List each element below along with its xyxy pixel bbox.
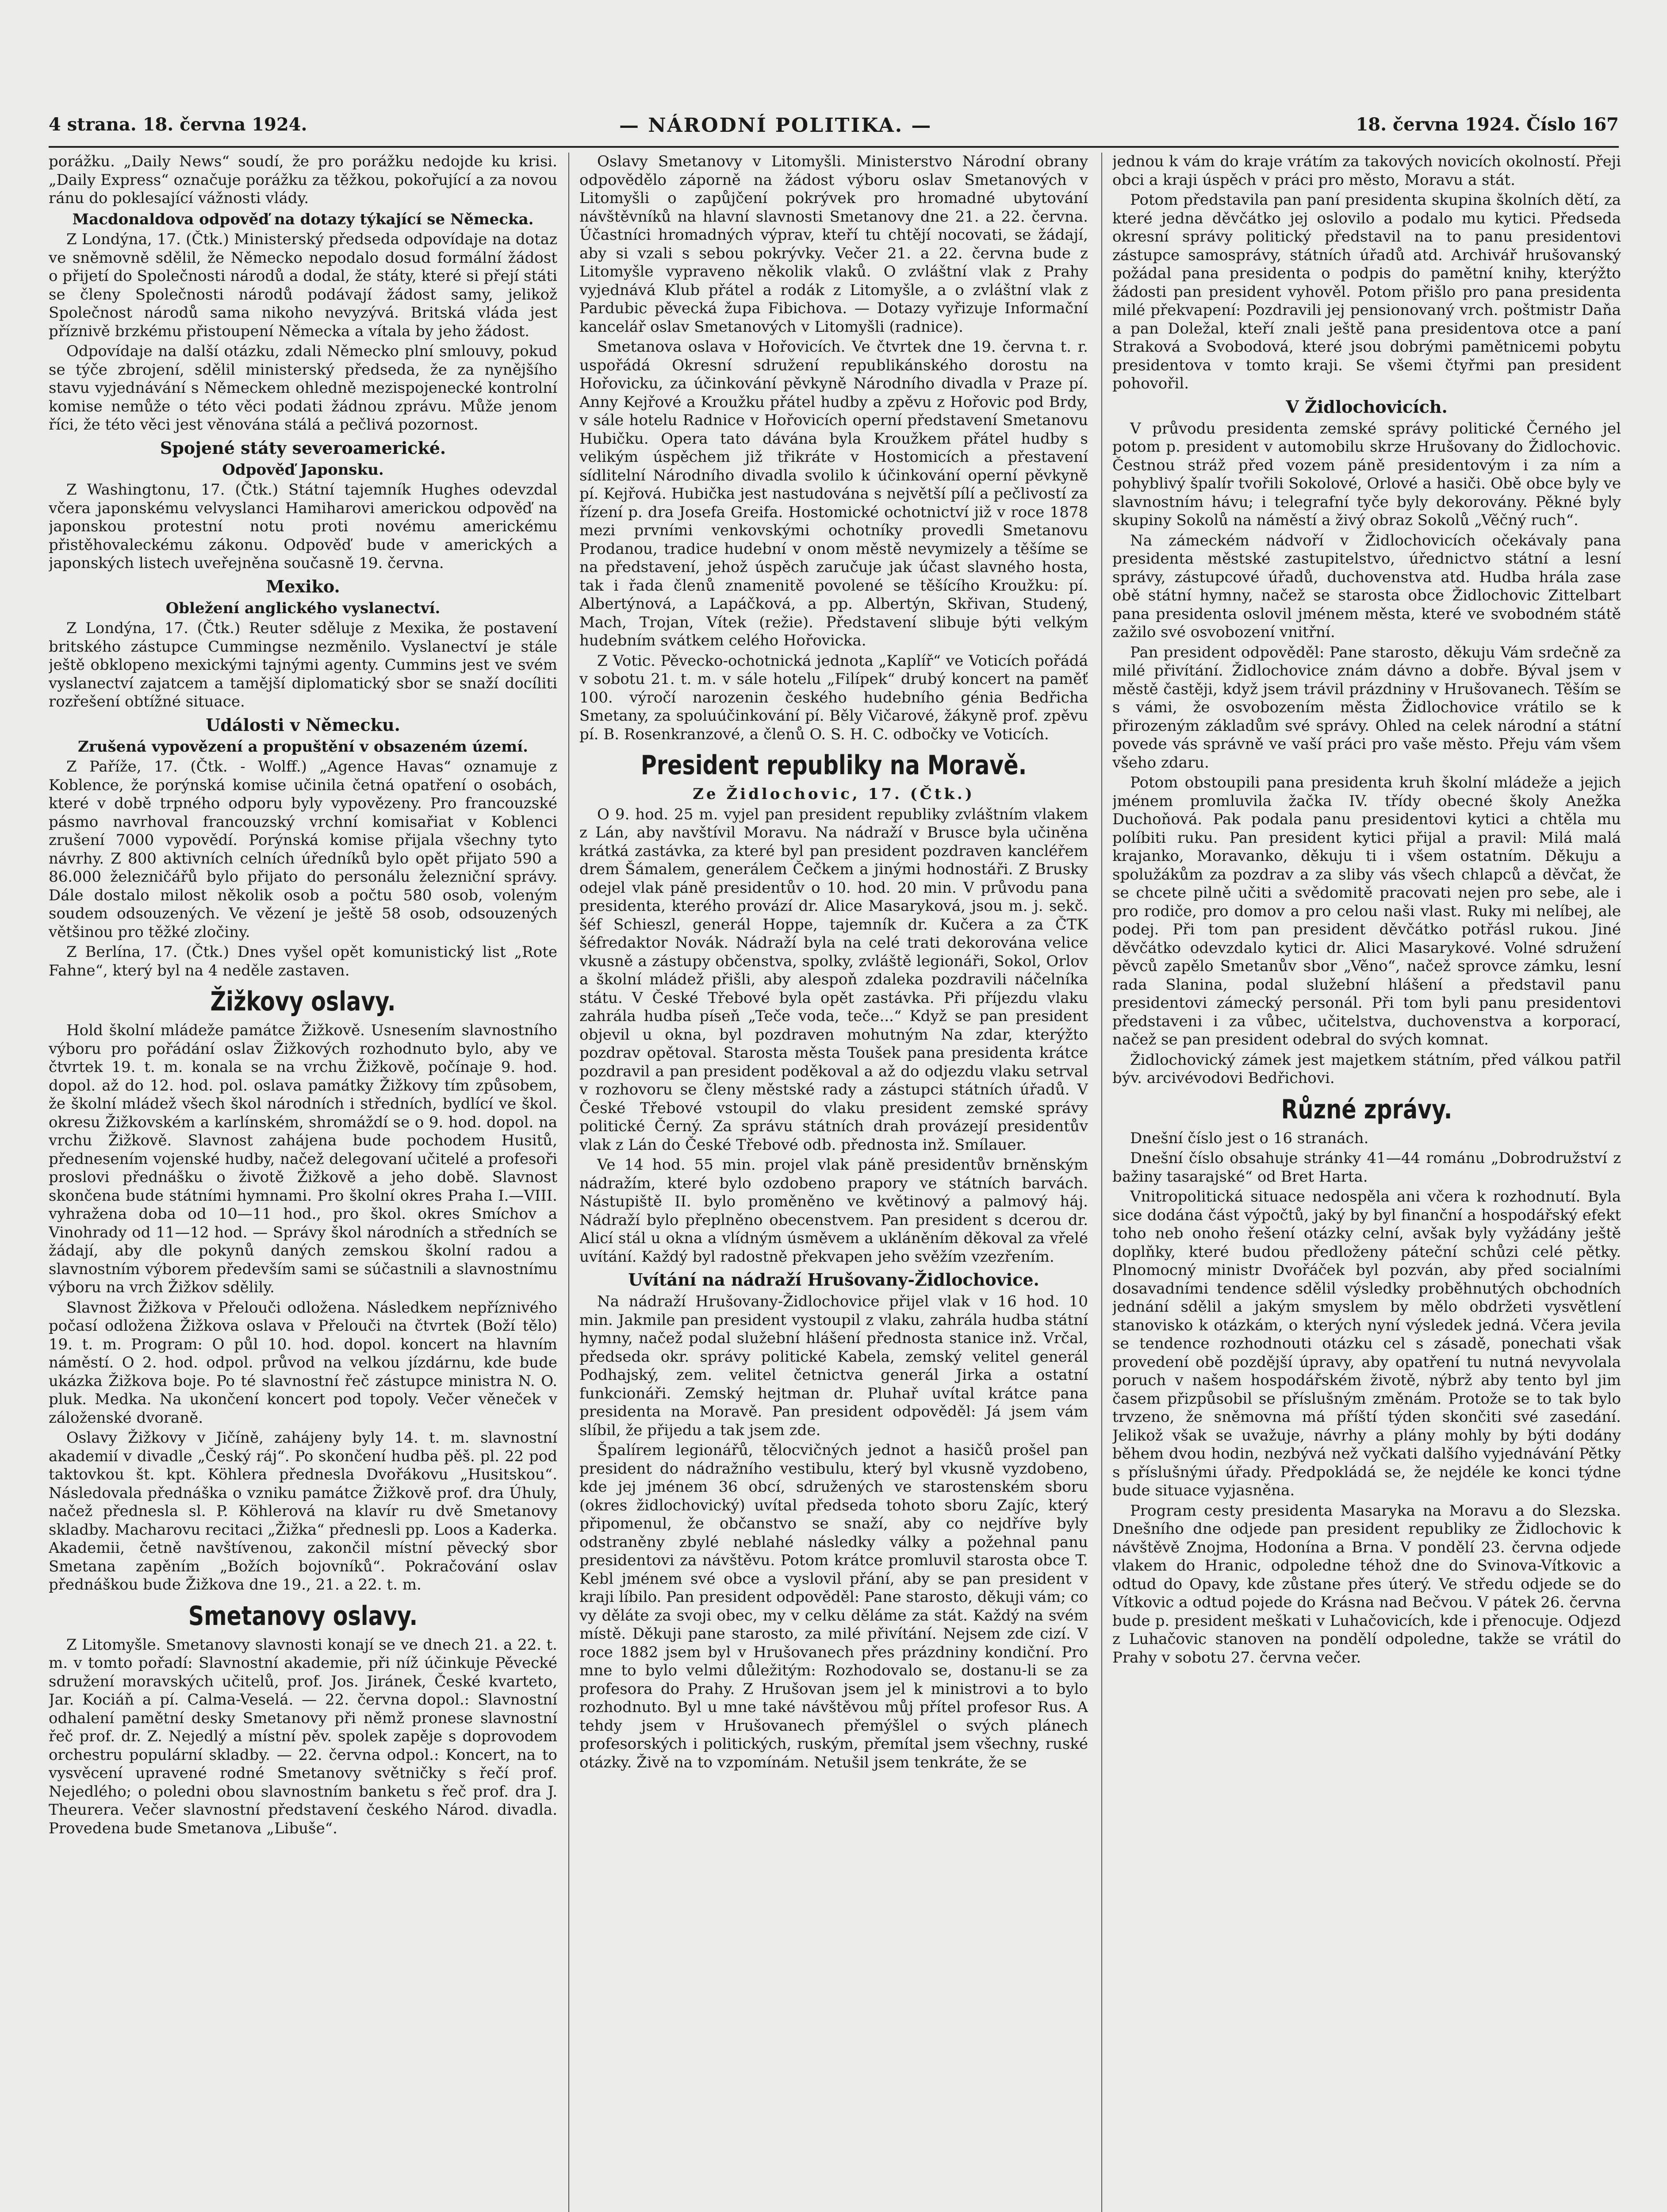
article-text: Židlochovický zámek jest majetkem státním, před válkou patřil býv. arcivévodovi Bedřichovi. [1112,1051,1621,1087]
article-heading: Zrušená vypovězení a propuštění v obsazeném území. [78,737,528,756]
article-text: Z Londýna, 17. (Čtk.) Ministerský předseda odpovídaje na dotaz ve sněmovně sdělil, že Německo nepodalo dosud formální žádost o přijetí do Společnosti národů a dodal, že státy, které si přejí státi se členy Společnosti národů podávají žádost samy, jelikož Společnost národů sama nikoho nevyzývá. Britská vláda jest příznivě brzkému přistoupení Německa a vítala by jeho žádost. [49,230,557,340]
page-number-date: 4 strana. 18. června 1924. [49,114,307,135]
section-heading: Spojené státy severoamerické. [160,438,446,458]
section-heading: V Židlochovicích. [1286,396,1448,417]
article-heading: Odpověď Japonsku. [222,461,384,479]
article-text: Dnešní číslo obsahuje stránky 41—44 románu „Dobrodružství z bažiny tasarajské“ od Bret Harta. [1112,1149,1621,1186]
article-text: V průvodu presidenta zemské správy politické Černého jel potom p. president v automobilu skrze Hrušovany do Židlochovic. Čestnou stráž před vozem páně presidentovým i za ním a pohyblivý špalír tvořili Sokolové, Orlové a hasiči. Obě obce byly ve slavnostním hávu; i telegrafní tyče byly dekorovány. Pěkné byly skupiny Sokolů na náměstí a živý obraz Sokolů „Věčný ruch“. [1112,419,1621,529]
article-text: Hold školní mládeže památce Žižkově. Usnesením slavnostního výboru pro pořádání oslav Žižkových rozhodnuto bylo, aby ve čtvrtek 19. t. m. konala se na vrchu Žižkově, počínaje 9. hod. dopol. až do 12. hod. pol. oslava památky Žižkovy tím způsobem, že školní mládež všech škol národních i středních, bydlící ve škol. okresu Žižkovském a karlínském, shromáždí se o 9. hod. dopol. na vrchu Žižkově. Slavnost zahájena bude pochodem Husitů, přednesením vojenské hudby, načež delegovaní učitelé a profesoři proslovi přednášku o životě Žižkově a jeho době. Slavnost skončena bude státními hymnami. Pro školní okres Praha I.—VIII. vyhražena doba od 10—11 hod., pro škol. okres Smíchov a Vinohrady od 11—12 hod. — Správy škol národních a středních se žádají, aby dle pokynů daných zemskou školní radou a slavnostním výborem především sami se súčastnili a slavnostnímu výboru na vrch Žižkov sdělily. [49,1022,557,1296]
section-heading: Uvítání na nádraží Hrušovany-Židlochovice. [628,1270,1039,1290]
article-text: Pan president odpověděl: Pane starosto, děkuju Vám srdečně za milé přivítání. Židlochovice znám dávno a dobře. Býval jsem v městě častěji, když jsem trávil prázdniny v Hrušovanech. Těším se s vámi, že osvobozením města Židlochovice vrátilo se k přirozeným základům své správy. Ohled na celek národní a státní povede vás správně ve vaší práci pro vaše město. Přeju vám všem všeho zdaru. [1112,643,1621,772]
article-heading: Macdonaldova odpověď na dotazy týkající se Německa. [72,210,534,228]
page-header [49,114,1619,150]
article-heading: Obležení anglického vyslanectví. [165,599,441,617]
article-text: Oslavy Smetanovy v Litomyšli. Ministerstvo Národní obrany odpovědělo záporně na žádost výboru oslav Smetanových v Litomyšli o zapůjčení pokrývek pro hromadné ubytování návštěvníků na hlavní slavnosti Smetanovy dne 21. a 22. června. Účastníci hromadných výprav, kteří tu chtějí nocovati, se žádají, aby si vzali s sebou pokrývky. Večer 21. a 22. června bude z Litomyšle vypraveno několik vlaků. O zvláštní vlak z Prahy vyjednává Klub přátel a rodák z Litomyšle, a o zvláštní vlak z Pardubic pěvecká župa Fibichova. — Dotazy vyřizuje Informační kancelář oslav Smetanových v Litomyšli (radnice). [579,153,1088,336]
column-divider [1101,153,1102,2212]
article-text: Odpovídaje na další otázku, zdali Německo plní smlouvy, pokud se týče zbrojení, sdělil ministerský předseda, že za nynějšího stavu vyjednávání s Německem ohledně mezispojenecké kontrolní komise nemůže o této věci podati žádnou zprávu. Může jenom říci, že této věci jest věnována stálá a pečlivá pozornost. [49,342,557,434]
article-text: Vnitropolitická situace nedospěla ani včera k rozhodnutí. Byla sice dodána část výpočtů, jaký by byl finanční a hospodářský efekt toho neb onoho řešení otázky celní, avšak byly vyžádány ještě doplňky, které budou předloženy páteční schůzi celé pětky. Plnomocný ministr Dvořáček byl pozván, aby před socialními dosavadními tendence sdělil výsledky proběhnutých obchodních jednání sdělil a jakým smyslem by mělo obdržeti vysvětlení stanovisko k otázkám, o kterých nyní výsledek jedná. Včera jevila se tendence rozhodnouti otázku cel s zásadě, ponechati však provedení obě pozdější úpravy, aby opatření tu nutná nevyvolala poruch v našem hospodářském životě, nýbrž aby tento byl jim časem přizpůsobil se příslušným změnám. Protože se to tak bylo trvzeno, že sněmovna má příští týden skončiti své zasedání. Jelikož však se uvažuje, návrhy a plány mohly by býti dodány během dvou hodin, nezbývá než vyčkati dalšího vyjednávání Pětky s příslušnými úřady. Předpokládá se, že nejdéle ke konci týdne bude situace vyjasněna. [1112,1188,1621,1499]
column-divider [568,153,569,2212]
article-text: Program cesty presidenta Masaryka na Moravu a do Slezska. Dnešního dne odjede pan president republiky ze Židlochovic k návštěvě Znojma, Hodonína a Brna. V pondělí 23. června odjede vlakem do Hranic, odpoledne téhož dne do Svinova-Vítkovic a odtud do Opavy, kde zůstane přes úterý. Ve středu odjede se do Vítkovic a odtud pojede do Krásna nad Bečvou. V pátek 26. června bude p. president meškati v Luhačovicích, kde i přenocuje. Odjezd z Luhačovic stanoven na pondělí odpoledne, takže se vrátil do Prahy v sobotu 27. června večer. [1112,1502,1621,1667]
newspaper-title: — NÁRODNÍ POLITIKA. — [619,114,932,137]
article-text: Z Litomyšle. Smetanovy slavnosti konají se ve dnech 21. a 22. t. m. v tomto pořadí: Slavnostní akademie, při níž účinkuje Pěvecké sdružení moravských učitelů, prof. Jos. Jiránek, České kvarteto, Jar. Kociáň a pí. Calma-Veselá. — 22. června dopol.: Slavnostní odhalení pamětní desky Smetanovy při němž pronese slavnostní řeč prof. dr. Z. Nejedlý a místní pěv. spolek zapěje s doprovodem orchestru populární skladby. — 22. června odpol.: Koncert, na to vysvěcení upravené rodné Smetanovy světničky s řečí prof. Nejedlého; o poledni obou slavnostním banketu s řeč prof. dra J. Theurera. Večer slavnostní představení českého Národ. divadla. Provedena bude Smetanova „Libuše“. [49,1636,557,1837]
article-text: Z Votic. Pěvecko-ochotnická jednota „Kaplíř“ ve Voticích pořádá v sobotu 21. t. m. v sále hotelu „Filípek“ drubý koncert na paměť 100. výročí narozenin českého hudebního génia Bedřicha Smetany, za spoluúčinkování pí. Běly Vičarové, žákyně prof. zpěvu pí. B. Rosenkranzové, a členů O. S. H. C. odbočky ve Voticích. [579,652,1088,743]
column-3 [1112,153,1621,2212]
article-text: Dnešní číslo jest o 16 stranách. [1130,1129,1369,1147]
column-2 [579,153,1088,2212]
header-rule [49,146,1619,148]
issue-date-number: 18. června 1924. Číslo 167 [1356,114,1619,135]
article-text: Z Paříže, 17. (Čtk. - Wolff.) „Agence Havas“ oznamuje z Koblence, že porýnská komise učinila četná opatření o osobách, které v době trpného odporu byly vypovězeny. Pro francouzské pásmo navrhoval francouzský vrchní komisařiat v Koblenci zrušení 7000 vypovědí. Porýnská komise přijala všechny tyto návrhy. Z 800 aktivních celních úředníků bylo opět přijato 590 a 86.000 železničářů bylo přijato do personálu železniční správy. Dále dostalo milost několik osob a počtu 580 osob, voleným soudem odsouzených. Ve vězení je ještě 58 osob, odsouzených většinou pro těžké zločiny. [49,758,557,941]
article-text: Na nádraží Hrušovany-Židlochovice přijel vlak v 16 hod. 10 min. Jakmile pan president vystoupil z vlaku, zahrála hudba státní hymny, načež podal služební hlášení přednosta stanice inž. Vrčal, předseda okr. správy politické Kabela, zemský velitel generál Podhajský, zem. velitel četnictva generál Jirka a ostatní funkcionáři. Zemský hejtman dr. Pluhař uvítal krátce pana presidenta na Moravě. Pan president odpověděl: Já jsem vám slíbil, že přijedu a tak jsem zde. [579,1293,1088,1439]
section-heading: President republiky na Moravě. [640,750,1027,781]
article-text: Z Londýna, 17. (Čtk.) Reuter sděluje z Mexika, že postavení britského zástupce Cummingse nezměnilo. Vyslanectví je stále ještě obklopeno mexickými tajnými agenty. Cummins jest ve svém vyslanectví zajatcem a tamější diplomatický sbor se snaží docíliti rozřešení obtížné situace. [49,619,557,710]
article-text: Slavnost Žižkova v Přelouči odložena. Následkem nepříznivého počasí odložena Žižkova oslava v Přelouči na čtvrtek (Boží tělo) 19. t. m. Program: O půl 10. hod. dopol. koncert na hlavním náměstí. O 2. hod. odpol. průvod na velkou jízdárnu, kde bude ukázka Žižkova boje. Po té slavnostní řeč zástupce ministra N. O. pluk. Medka. Na ukončení koncert pod topoly. Večer věneček v záloženské dvoraně. [49,1298,557,1427]
article-text: Ve 14 hod. 55 min. projel vlak páně presidentův brněnským nádražím, které bylo ozdobeno prapory ve státních barvách. Nástupiště II. bylo proměněno ve květinový a palmový háj. Nádraží bylo přeplněno obecenstvem. Pan president s dcerou dr. Alicí stál u okna a vlídným úsměvem a ukláněním děkoval za vřelé uvítání. Každý byl radostně překvapen jeho svěžím vzezřením. [579,1156,1088,1266]
article-text: Oslavy Žižkovy v Jičíně, zahájeny byly 14. t. m. slavnostní akademií v divadle „Český ráj“. Po skončení hudba pěš. pl. 22 pod taktovkou št. kpt. Köhlera přednesla Dvořákovu „Husitskou“. Následovala přednáška o vzniku památce Žižkově prof. dra Úhuly, načež přednesla sl. P. Köhlerová na klavír ru dvě Smetanovy skladby. Macharovu recitaci „Žižka“ přednesli pp. Loos a Kaderka. Akademii, četně navštívenou, zakončil místní pěvecký sbor Smetana zapěním „Božích bojovníků“. Pokračování oslav přednáškou bude Žižkova dne 19., 21. a 22. t. m. [49,1429,557,1594]
article-text: Smetanova oslava v Hořovicích. Ve čtvrtek dne 19. června t. r. uspořádá Okresní sdružení republikánského dorostu na Hořovicku, za účinkování pěvkyně Národního divadla v Praze pí. Anny Kejřové a Kroužku přátel hudby a zpěvu z Hořovic pod Brdy, v sále hotelu Radnice v Hořovicích operní představení Smetanovu Hubičku. Opera tato dávána byla Kroužkem přátel hudby s velikým úspěchem již třikráte v Hostomicích a přestavení sídlitelní Národního divadla svolilo k účinkování operní pěvkyně pí. Kejřová. Hubička jest nastudována s největší pílí a pečlivostí za řízení p. dra Josefa Greifa. Hostomické ochotnictví již v roce 1878 mezi prvními venkovskými ochotníky provedli Smetanovu Prodanou, tradice hudební v onom městě nevymizely a těšíme se na představení, jehož úspěch zaručuje jak účast slavného hosta, tak i řada členů znamenitě povolené se těšícího Kroužku: pí. Albertýnová, a Lapáčková, a pp. Albertýn, Skřivan, Studený, Mach, Trojan, Vítek (režie). Představení slibuje býti velkým hudebním svátkem celého Hořovicka. [579,338,1088,649]
section-heading: Smetanovy oslavy. [188,1600,418,1632]
article-text: jednou k vám do kraje vrátím za takových novicích okolností. Přeji obci a kraji úspěch v práci pro město, Moravu a stát. [1112,153,1621,189]
section-heading: Události v Německu. [206,714,400,735]
section-heading: Žižkovy oslavy. [210,986,396,1017]
section-heading: Mexiko. [266,576,340,596]
article-text: Špalírem legionářů, tělocvičných jednot a hasičů prošel pan president do nádražního vestibulu, který byl vkusně vyzdobeno, kde jej jménem 36 obcí, sdružených ve starostenském sboru (okres židlochovický) uvítal předseda tohoto sboru Zajíc, který připomenul, že občanstvo se snaží, aby co nejdříve byly odstraněny zbylé neblahé následky války a požehnal panu presidentovi za návštěvu. Potom krátce promluvil starosta obce T. Kebl jménem své obce a vyslovil přání, aby se pan president v kraji líbilo. Pan president odpověděl: Pane starosto, děkuji vám; co vy děláte za svoji obec, my v celku děláme za stát. Každý na svém místě. Děkuji pane starosto, za milé přivítání. Nejsem zde cizí. V roce 1882 jsem byl v Hrušovanech přes prázdniny kondiční. Pro mne to bylo velmi důležitým: Rozhodovalo se, dostanu-li se za profesora do Prahy. Z Hrušovan jsem jel k ministrovi a to bylo rozhodnuto. Byl u mne také návštěvou můj přítel profesor Rus. A tehdy jsem v Hrušovanech přemýšlel o svých plánech profesorských i politických, ruským, přemítal jsem všechny, ruské otázky. Živě na to vzpomínám. Netušil jsem tenkráte, že se [579,1441,1088,1771]
article-text: Potom obstoupili pana presidenta kruh školní mládeže a jejich jménem promluvila žačka IV. třídy obecné školy Anežka Duchoňová. Pak podala panu presidentovi kytici a chtěla mu políbiti ruku. Pan president kytici přijal a pravil: Milá malá krajanko, Moravanko, děkuju ti i všem ostatním. Děkuju a spolužákům za pozdrav a za sliby vás všech chlapců a děvčat, že se chcete pilně učiti a svědomitě pracovati nejen pro sebe, ale i pro rodiče, pro domov a pro celou naši vlast. Ruky mi nelíbej, ale podej. Při tom pan president děvčátko potřásl rukou. Jiné děvčátko odevzdalo kytici dr. Alici Masarykové. Volné sdružení pěvců zapělo Smetanův sbor „Věno“, načež sprovce zámku, lesní rada Slanina, podal služební hlášení a představil panu presidentovi zámecký personál. Při tom byli panu presidentovi představeni i za vůbec, učitelstva, duchovenstva a korporací, načež se pan president odebral do svých komnat. [1112,774,1621,1048]
article-text: O 9. hod. 25 m. vyjel pan president republiky zvláštním vlakem z Lán, aby navštívil Moravu. Na nádraží v Brusce byla učiněna krátká zastávka, za které byl pan president pozdraven kancléřem drem Šámalem, generálem Čečkem a jinými hodnostáři. Z Brusky odejel vlak páně presidentův o 10. hod. 20 min. V průvodu pana presidenta, kterého provází dr. Alice Masaryková, jsou m. j. sekč. šéf Schieszl, generál Hoppe, tajemník dr. Kučera a za ČTK šéfredaktor Novák. Nádraží byla na celé trati dekorována velice vkusně a zástupy občenstva, spolky, zvláště legionáři, Sokol, Orlov a školní mládež přišli, aby alespoň zdaleka pozdravili náčelníka státu. V České Třebové byla opět zastávka. Při příjezdu vlaku zahrála hudba píseň „Teče voda, teče...“ Když se pan president objevil u okna, byl pozdraven mohutným Na zdar, kterýžto pozdrav opětoval. Starosta města Toušek pana presidenta krátce pozdravil a pan president poděkoval a až do odjezdu vlaku setrval v rozhovoru se členy městské rady a zástupci státních úřadů. V České Třebové vstoupil do vlaku president zemské správy politické Černý. Za správu státních drah provázejí presidentův vlak z Lán do České Třebové odb. přednosta inž. Smílauer. [579,805,1088,1154]
section-heading: Různé zprávy. [1281,1094,1452,1125]
article-text: Z Washingtonu, 17. (Čtk.) Státní tajemník Hughes odevzdal včera japonskému velvyslanci Hamiharovi americkou odpověď na japonskou protestní notu proti novému americkému přistěhovaleckému zákonu. Odpověď bude v amerických a japonských listech uveřejněna současně 19. června. [49,481,557,572]
dateline: Ze Židlochovic, 17. (Čtk.) [693,785,975,803]
column-1 [49,153,557,2212]
article-text: Na zámeckém nádvoří v Židlochovicích očekávaly pana presidenta městské zastupitelstvo, úřednictvo státní a lesní správy, zástupcové úřadů, duchovenstva atd. Hudba hrála zase obě státní hymny, načež se starosta obce Židlochovic Zittelbart pana presidenta oslovil jménem města, které ve svobodném státě zažilo své osvobození vnitřní. [1112,531,1621,641]
article-text: Potom představila pan paní presidenta skupina školních dětí, za které jedna děvčátko jej oslovilo a podalo mu kytici. Předseda okresní správy politický představil na to panu presidentovi zástupce samosprávy, státních úřadů atd. Archivář hrušovanský požádal pana presidenta o podpis do pamětní knihy, kterýžto žádosti pan president vyhověl. Potom přišlo pro pana presidenta milé překvapení: Pozdravili jej pensionovaný vrch. poštmistr Daňa a pan Doležal, kteří znali ještě pana presidentova otce a paní Straková a Svobodová, které jsou dobrými pamětnicemi pobytu presidentova v tomto kraji. Se všemi čtyřmi pan president pohovořil. [1112,191,1621,392]
article-text: porážku. „Daily News“ soudí, že pro porážku nedojde ku krisi. „Daily Express“ označuje porážku za těžkou, pokořující a za novou ránu do poklesající vážnosti vlády. [49,153,557,207]
article-text: Z Berlína, 17. (Čtk.) Dnes vyšel opět komunistický list „Rote Fahne“, který byl na 4 neděle zastaven. [49,943,557,979]
